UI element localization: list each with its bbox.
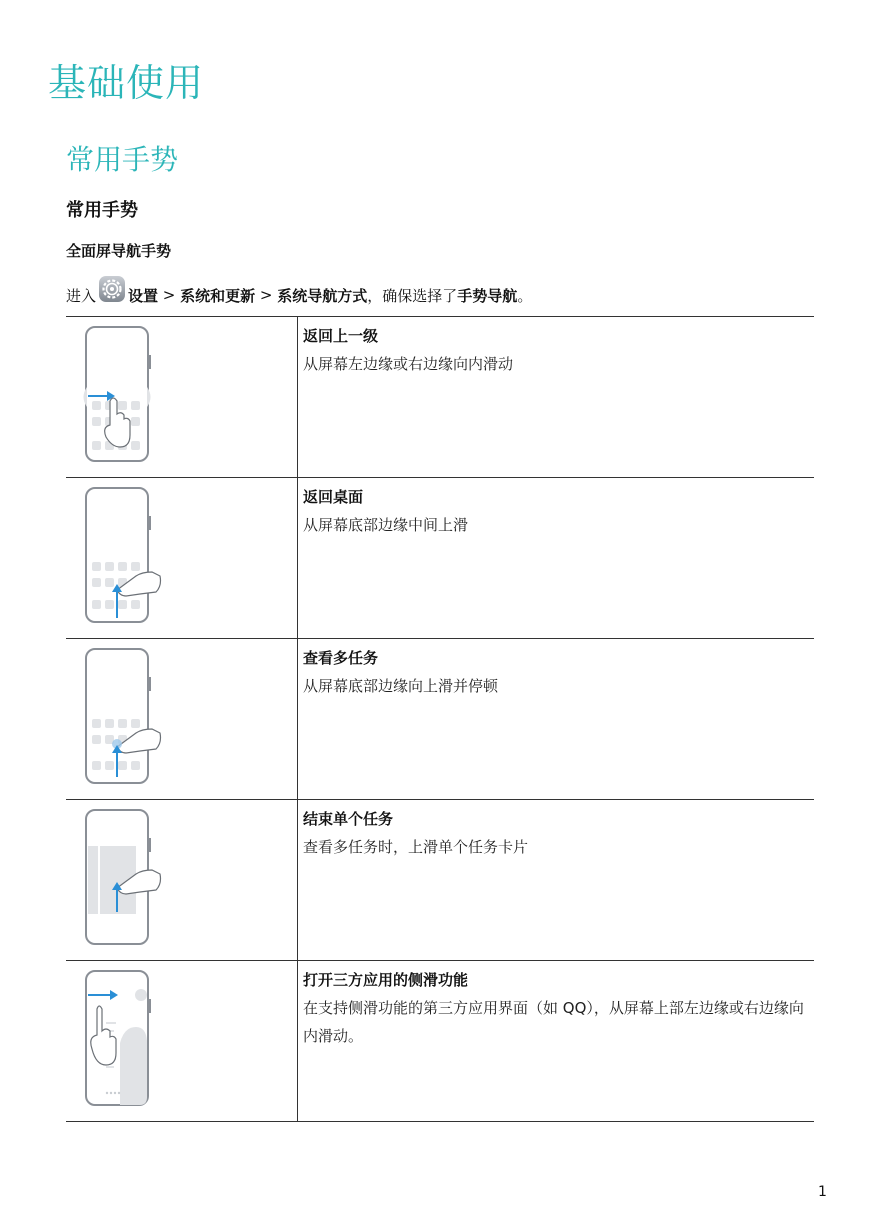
illustration-cell [66,639,298,800]
page-number: 1 [818,1184,827,1200]
gesture-title: 结束单个任务 [303,810,394,828]
gesture-title: 返回上一级 [303,327,379,345]
table-row [66,317,814,478]
gesture-title: 查看多任务 [303,649,379,667]
end-task-gesture-illustration [80,808,170,948]
description-cell [298,800,815,961]
side-swipe-gesture-illustration [80,969,170,1109]
path-nav-mode: 系统导航方式 [277,286,368,305]
illustration-cell [66,961,298,1122]
chapter-title: 基础使用 [48,61,205,105]
path-gesture-nav: 手势导航 [457,286,518,305]
gesture-description: 在支持侧滑功能的第三方应用界面（如 QQ），从屏幕上部左边缘或右边缘向内滑动。 [303,999,804,1045]
settings-path [66,281,532,309]
description-cell [298,478,815,639]
gesture-description: 从屏幕底部边缘向上滑并停顿 [303,677,499,695]
sub-title: 常用手势 [66,200,138,221]
path-prefix: 进入 [66,286,97,305]
gesture-title: 返回桌面 [303,488,364,506]
path-system-update: 系统和更新 [180,286,256,305]
description-cell [298,639,815,800]
illustration-cell [66,800,298,961]
settings-gear-icon [98,275,126,303]
illustration-cell [66,478,298,639]
path-sep2: > [255,286,278,304]
sub-sub-title: 全面屏导航手势 [66,242,172,260]
gesture-title: 打开三方应用的侧滑功能 [303,971,469,989]
table-row [66,639,814,800]
table-row [66,800,814,961]
table-row [66,478,814,639]
section-title: 常用手势 [66,143,179,176]
multitask-gesture-illustration [80,647,170,787]
path-settings: 设置 [128,286,159,305]
description-cell [298,961,815,1122]
description-cell [298,317,815,478]
path-sep1: > [158,286,181,304]
gesture-table [66,316,814,1122]
gesture-description: 从屏幕底部边缘中间上滑 [303,516,469,534]
illustration-cell [66,317,298,478]
gesture-description: 从屏幕左边缘或右边缘向内滑动 [303,355,514,373]
home-gesture-illustration [80,486,170,626]
path-end: 。 [517,286,533,305]
back-gesture-illustration [80,325,160,465]
table-row [66,961,814,1122]
path-middle: ，确保选择了 [367,286,458,305]
gesture-description: 查看多任务时，上滑单个任务卡片 [303,838,529,856]
